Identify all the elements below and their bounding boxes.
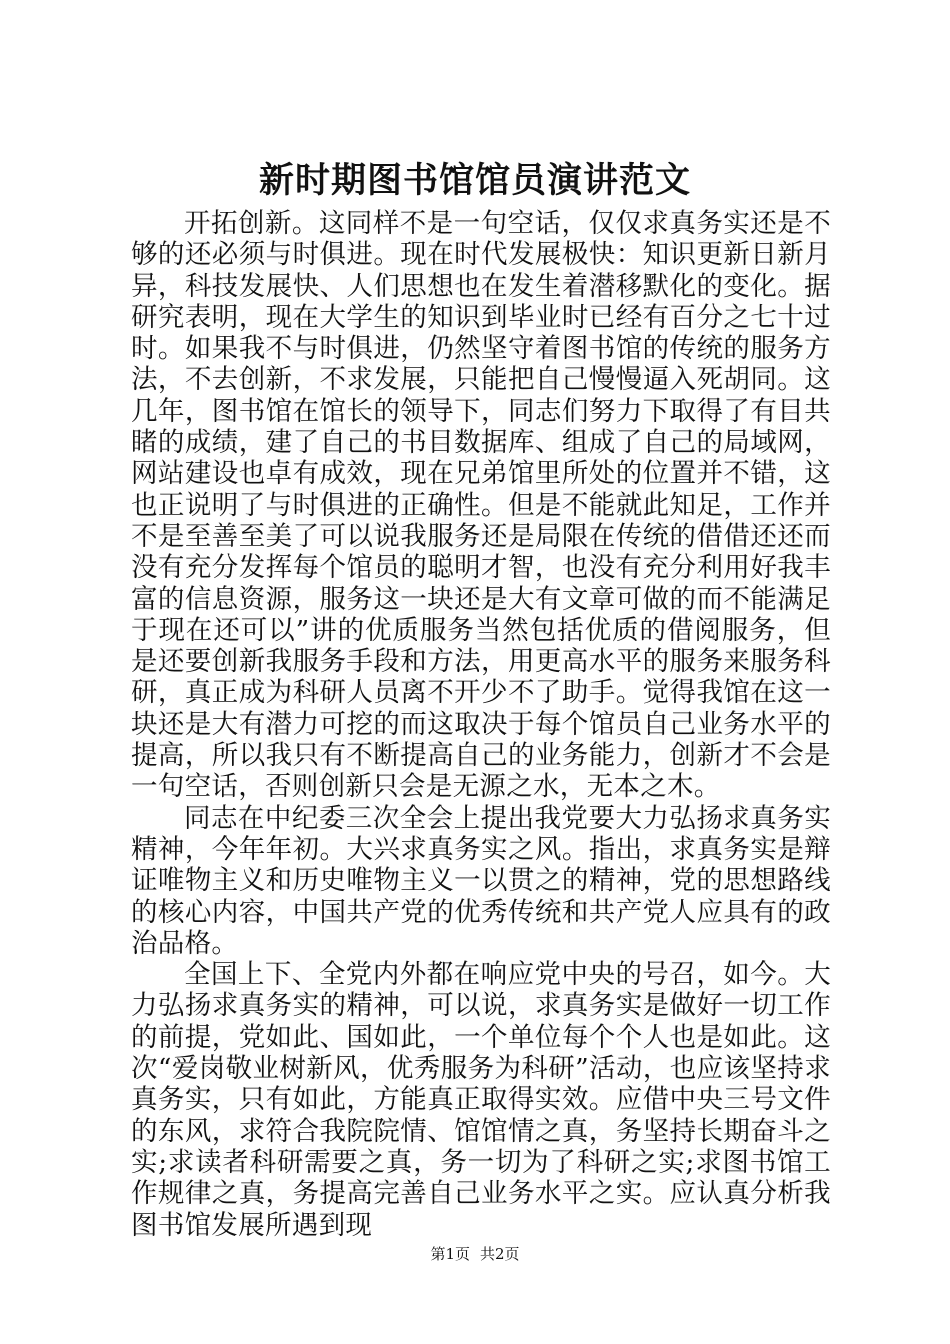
paragraph-1: 开拓创新。这同样不是一句空话，仅仅求真务实还是不够的还必须与时俱进。现在时代发展极快：知识更新日新月异，科技发展快、人们思想也在发生着潜移默化的变化。据研究表明，现在大学生的知识到毕业时已经有百分之七十过时。如果我不与时俱进，仍然坚守着图书馆的传统的服务方法，不去创新，不求发展，只能把自己慢慢逼入死胡同。这几年，图书馆在馆长的领导下，同志们努力下取得了有目共睹的成绩，建了自己的书目数据库、组成了自己的局域网，网站建设也卓有成效，现在兄弟馆里所处的位置并不错，这也正说明了与时俱进的正确性。但是不能就此知足，工作并不是至善至美了可以说我服务还是局限在传统的借借还还而没有充分发挥每个馆员的聪明才智，也没有充分利用好我丰富的信息资源，服务这一块还是大有文章可做的而不能满足于现在还可以”讲的优质服务当然包括优质的借阅服务，但是还要创新我服务手段和方法，用更高水平的服务来服务科研，真正成为科研人员离不开少不了助手。觉得我馆在这一块还是大有潜力可挖的而这取决于每个馆员自己业务水平的提高，所以我只有不断提高自己的业务能力，创新才不会是一句空话，否则创新只会是无源之水，无本之木。 [131,208,831,803]
page-footer [0,1244,950,1264]
page-total: 共2页 [480,1245,520,1263]
document-body [131,208,831,1241]
document-title: 新时期图书馆馆员演讲范文 [258,160,691,201]
paragraph-2: 同志在中纪委三次全会上提出我党要大力弘扬求真务实精神，今年年初。大兴求真务实之风。指出，求真务实是辩证唯物主义和历史唯物主义一以贯之的精神，党的思想路线的核心内容，中国共产党的优秀传统和共产党人应具有的政治品格。 [131,802,831,959]
page-number: 第1页 [430,1245,470,1263]
paragraph-3: 全国上下、全党内外都在响应党中央的号召，如今。大力弘扬求真务实的精神，可以说，求真务实是做好一切工作的前提，党如此、国如此，一个单位每个个人也是如此。这次“爱岗敬业树新风，优秀服务为科研”活动，也应该坚持求真务实，只有如此，方能真正取得实效。应借中央三号文件的东风，求符合我院院情、馆馆情之真，务坚持长期奋斗之实;求读者科研需要之真，务一切为了科研之实;求图书馆工作规律之真，务提高完善自己业务水平之实。应认真分析我图书馆发展所遇到现 [131,959,831,1241]
